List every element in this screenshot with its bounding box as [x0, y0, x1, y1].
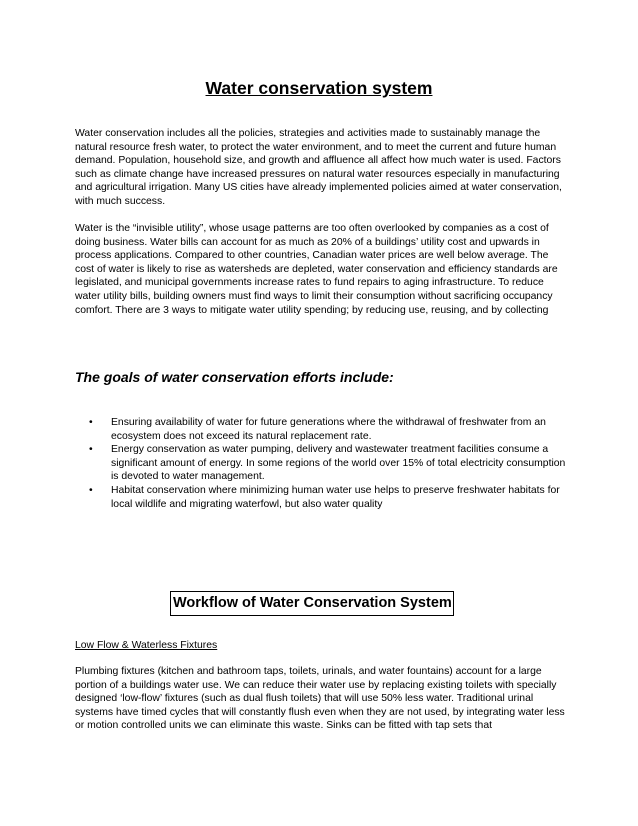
- goal-text: Habitat conservation where minimizing human water use helps to preserve freshwater habitats for local wildlife and migrating waterfowl, but also water quality: [111, 484, 560, 510]
- bullet-icon: •: [89, 484, 93, 496]
- intro-paragraph: Water conservation includes all the policies, strategies and activities made to sustainably manage the natural resource fresh water, to protect the water environment, and to meet the current and future human demand. Population, household size, and growth and affluence all affect how much water is used. Factors such as climate change have increased pressures on natural water resources especially in manufacturing and agricultural irrigation. Many US cities have already implemented policies aimed at water conservation, with much success.: [75, 128, 562, 207]
- goals-list: [89, 416, 569, 511]
- fixtures-paragraph: Plumbing fixtures (kitchen and bathroom taps, toilets, urinals, and water fountains) account for a large portion of a buildings water use. We can reduce their water use by replacing existing toilets with specially designed ‘low-flow’ fixtures (such as dual flush toilets) that will use 50% less water. Traditional urinal systems have timed cycles that will constantly flush even when they are not used, by integrating water less or motion controlled units we can eliminate this waste. Sinks can be fitted with tap sets that: [75, 666, 565, 732]
- list-item: [89, 416, 569, 443]
- utility-paragraph: Water is the “invisible utility”, whose usage patterns are too often overlooked by companies as a cost of doing business. Water bills can account for as much as 20% of a buildings’ utility cost and upwards in process applications. Compared to other countries, Canadian water prices are well below average. The cost of water is likely to rise as watersheds are depleted, water conservation and efficiency standards are legislated, and municipal governments increase rates to fund repairs to aging infrastructure. To reduce water utility bills, building owners must find ways to limit their consumption without sacrificing occupancy comfort. There are 3 ways to mitigate water utility spending; by reducing use, reusing, and by collecting: [75, 223, 558, 316]
- section-subheading: Low Flow & Waterless Fixtures: [75, 640, 218, 651]
- goals-heading: The goals of water conservation efforts include:: [75, 369, 394, 385]
- list-item: [89, 484, 569, 511]
- list-item: [89, 443, 569, 484]
- goal-text: Energy conservation as water pumping, delivery and wastewater treatment facilities consume a significant amount of energy. In some regions of the world over 15% of total electricity consumption is devoted to water management.: [111, 444, 566, 483]
- bullet-icon: •: [89, 444, 93, 456]
- workflow-heading: Workflow of Water Conservation System: [170, 591, 454, 616]
- goal-text: Ensuring availability of water for future generations where the withdrawal of freshwater from an ecosystem does not exceed its natural replacement rate.: [111, 417, 546, 442]
- bullet-icon: •: [89, 417, 93, 428]
- page-title: Water conservation system: [205, 78, 433, 98]
